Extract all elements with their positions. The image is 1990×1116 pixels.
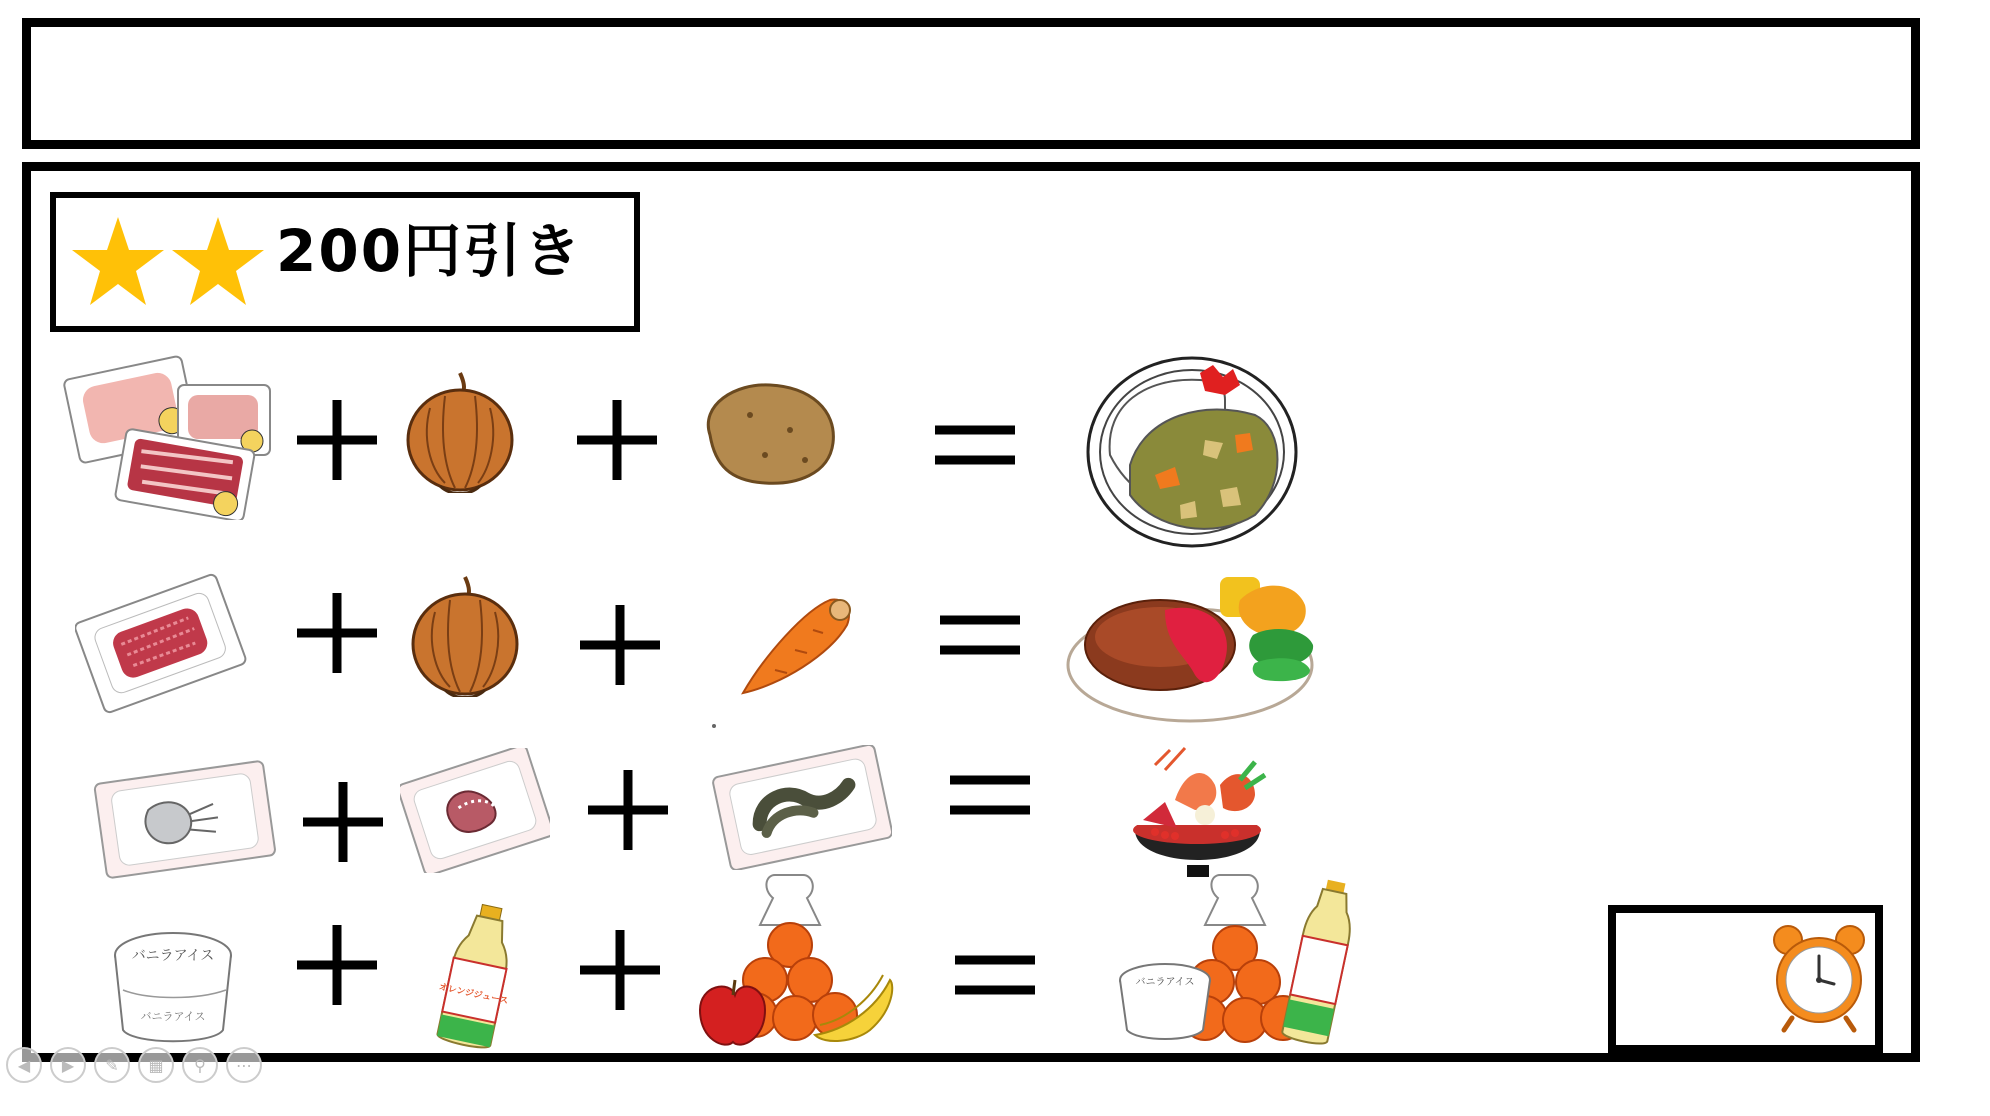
more-icon[interactable]: ⋯ [226,1047,262,1083]
equals-operator [950,950,1040,1000]
vanilla-ice-cream-icon [108,920,238,1050]
juice-label: オレンジジュース [437,982,510,1007]
prev-icon[interactable]: ◀ [6,1047,42,1083]
play-icon[interactable]: ▶ [50,1047,86,1083]
octopus-pack-icon [400,748,550,873]
squid-pack-icon [90,760,280,880]
slides-icon[interactable]: ▦ [138,1047,174,1083]
plus-operator [292,588,382,678]
plus-operator [575,925,665,1015]
discount-text: 200円引き [276,217,584,285]
potato-icon [695,375,840,490]
plus-operator [298,777,388,867]
zoom-icon[interactable]: ⚲ [182,1047,218,1083]
plus-operator [572,395,662,485]
meat-packs-icon [60,345,280,520]
ice-cream-lid-label: バニラアイス [131,948,215,964]
slideshow-toolbar [6,1047,262,1083]
onion-icon [405,572,525,697]
plus-operator [583,765,673,855]
ice-cream-side-label: バニラアイス [140,1010,206,1023]
star-icon [68,212,168,312]
shrimp-pack-icon [712,745,892,870]
plus-operator [292,920,382,1010]
onion-icon [400,368,520,493]
pen-icon[interactable]: ✎ [94,1047,130,1083]
rating-stars [68,212,268,312]
hamburg-steak-icon [1065,565,1330,725]
ground-meat-pack-icon [75,570,250,715]
plus-operator [575,600,665,690]
alarm-clock-icon[interactable] [1770,920,1868,1035]
curry-rice-icon [1085,355,1300,550]
equals-operator [945,770,1035,820]
stray-dot [712,724,716,728]
title-box [22,18,1920,149]
seafood-bowl-icon [1115,740,1280,885]
set-ice-cream-label: バニラアイス [1135,977,1195,988]
dessert-set-icon [1115,870,1360,1055]
equals-operator [935,610,1025,660]
carrot-icon [735,585,855,700]
plus-operator [292,395,382,485]
orange-juice-bottle-icon [432,903,522,1053]
fruit-bag-icon [695,870,905,1055]
star-icon [168,212,268,312]
equals-operator [930,420,1020,470]
